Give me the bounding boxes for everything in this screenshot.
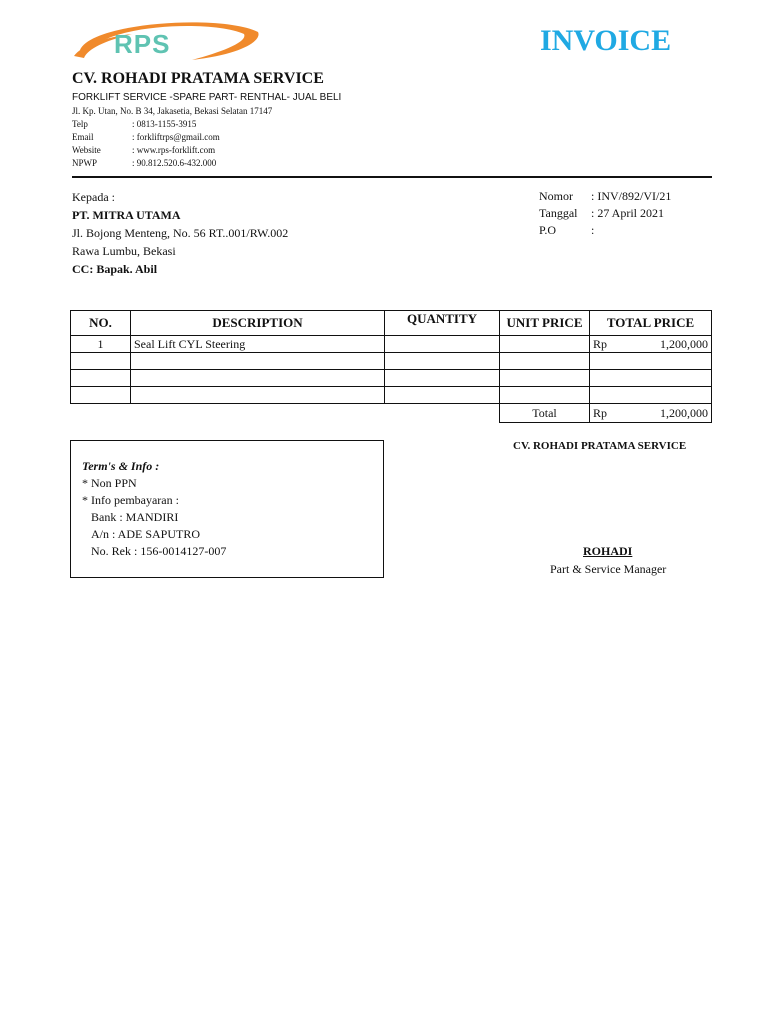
recipient-address-1: Jl. Bojong Menteng, No. 56 RT..001/RW.002 (72, 226, 289, 240)
empty-cell (71, 353, 131, 370)
total-currency: Rp (593, 405, 608, 420)
table-row (71, 353, 712, 370)
signature-name: ROHADI (583, 544, 633, 558)
meta-value: : 27 April 2021 (591, 206, 665, 220)
contact-label: Telp (72, 119, 88, 129)
meta-label: P.O (539, 223, 557, 237)
signature-company: CV. ROHADI PRATAMA SERVICE (513, 440, 687, 452)
empty-cell (500, 370, 590, 387)
terms-line: * Non PPN (82, 476, 137, 490)
row-currency: Rp (593, 336, 608, 351)
total-value: 1,200,000 (660, 405, 708, 420)
empty-cell (131, 404, 385, 423)
empty-cell (500, 387, 590, 404)
empty-cell (590, 387, 712, 404)
header-unit-price: UNIT PRICE (500, 311, 590, 336)
contact-label: Email (72, 132, 94, 142)
contact-label: Website (72, 145, 101, 155)
row-no: 1 (71, 336, 131, 353)
table-row (71, 336, 712, 353)
table-row (71, 370, 712, 387)
meta-value: : INV/892/VI/21 (591, 189, 672, 203)
empty-cell (131, 353, 385, 370)
recipient-cc: CC: Bapak. Abil (72, 262, 158, 276)
terms-line: * Info pembayaran : (82, 493, 179, 507)
empty-cell (131, 387, 385, 404)
items-table (70, 310, 712, 423)
terms-box (70, 440, 384, 578)
contact-value: : www.rps-forklift.com (132, 145, 216, 155)
empty-cell (385, 404, 500, 423)
empty-cell (590, 370, 712, 387)
empty-cell (131, 370, 385, 387)
empty-cell (71, 370, 131, 387)
header-description: DESCRIPTION (131, 311, 385, 336)
terms-line: No. Rek : 156-0014127-007 (91, 544, 227, 558)
recipient-address-2: Rawa Lumbu, Bekasi (72, 244, 176, 258)
contact-value: : 90.812.520.6-432.000 (132, 158, 217, 168)
empty-cell (385, 387, 500, 404)
terms-line: A/n : ADE SAPUTRO (91, 527, 201, 541)
total-amount (590, 404, 712, 423)
meta-row (539, 205, 671, 222)
empty-cell (71, 387, 131, 404)
empty-cell (500, 353, 590, 370)
table-row (71, 387, 712, 404)
company-name: CV. ROHADI PRATAMA SERVICE (72, 70, 324, 87)
header-no: NO. (71, 311, 131, 336)
header-divider (72, 176, 712, 178)
contact-row (72, 145, 215, 155)
total-label: Total (500, 404, 590, 423)
meta-row (539, 222, 671, 239)
signature-role: Part & Service Manager (550, 562, 667, 576)
contact-row (72, 119, 196, 129)
recipient-block (72, 188, 288, 278)
invoice-meta (539, 188, 671, 239)
empty-cell (385, 353, 500, 370)
meta-row (539, 188, 671, 205)
empty-cell (385, 370, 500, 387)
total-row (71, 404, 712, 423)
contact-row (72, 158, 216, 168)
logo-text: RPS (114, 29, 171, 59)
row-total-value: 1,200,000 (660, 336, 708, 351)
row-total (590, 336, 712, 353)
company-tagline: FORKLIFT SERVICE -SPARE PART- RENTHAL- JUAL BELI (72, 92, 342, 103)
meta-label: Nomor (539, 189, 573, 203)
meta-value: : (591, 223, 595, 237)
empty-cell (590, 353, 712, 370)
company-logo (72, 16, 262, 66)
contact-value: : 0813-1155-3915 (132, 119, 197, 129)
contact-value: : forkliftrps@gmail.com (132, 132, 220, 142)
terms-title: Term's & Info : (82, 459, 160, 473)
recipient-name: PT. MITRA UTAMA (72, 208, 181, 222)
meta-label: Tanggal (539, 206, 578, 220)
invoice-title: INVOICE (540, 24, 672, 57)
terms-line: Bank : MANDIRI (91, 510, 179, 524)
contact-row (72, 132, 220, 142)
row-description: Seal Lift CYL Steering (131, 336, 385, 353)
row-unit-price (500, 336, 590, 353)
recipient-label: Kepada : (72, 190, 115, 204)
company-address: Jl. Kp. Utan, No. B 34, Jakasetia, Bekasi Selatan 17147 (72, 106, 273, 116)
header-total-price: TOTAL PRICE (590, 311, 712, 336)
row-quantity (385, 336, 500, 353)
table-header-row (71, 311, 712, 336)
header-quantity: QUANTITY (385, 311, 500, 336)
empty-cell (71, 404, 131, 423)
contact-label: NPWP (72, 158, 98, 168)
